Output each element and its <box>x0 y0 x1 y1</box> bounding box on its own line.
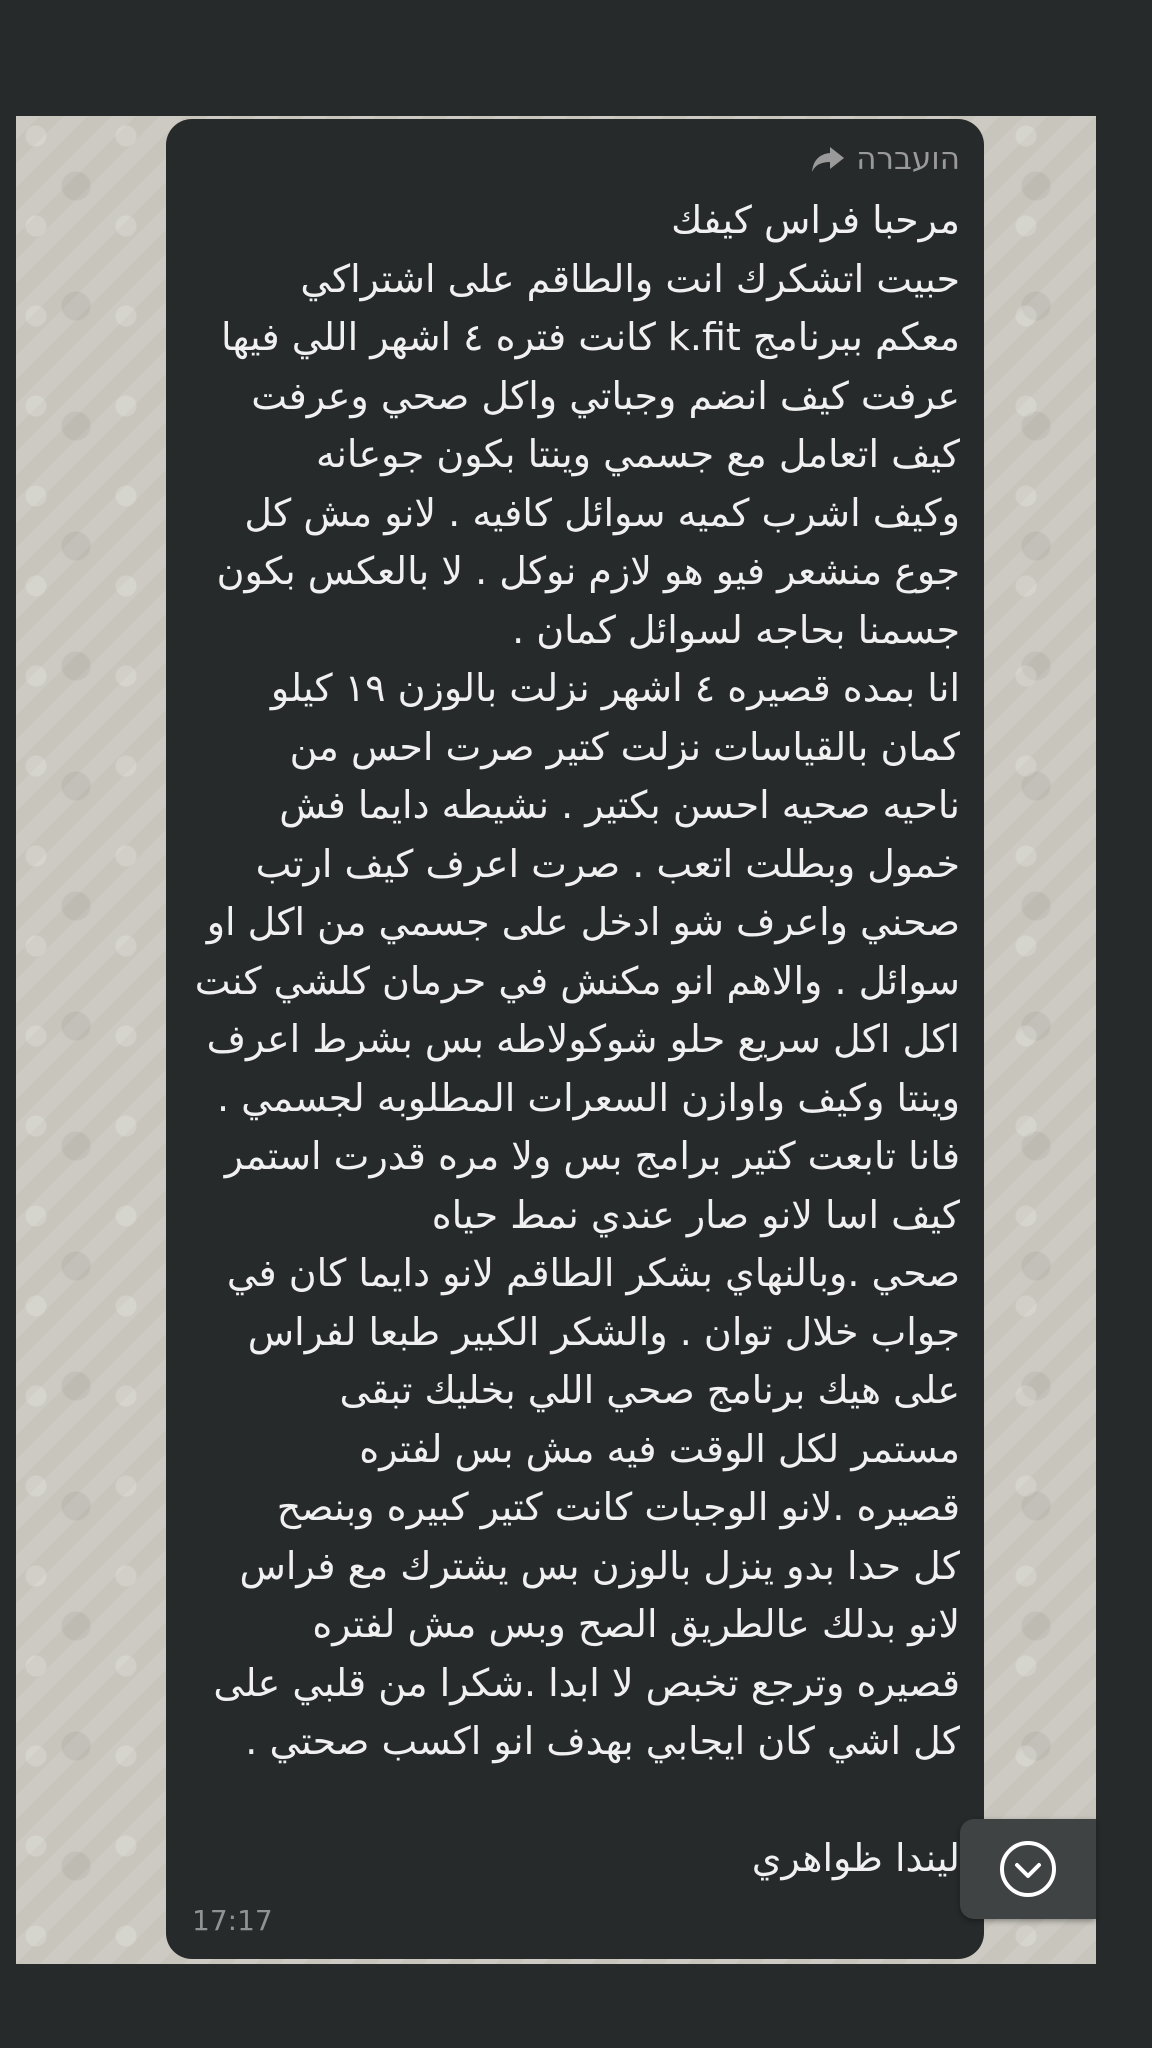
forwarded-label: הועברה <box>856 141 960 177</box>
message-time: 17:17 <box>192 1904 273 1937</box>
forwarded-message-bubble[interactable] <box>166 119 984 1959</box>
chevron-down-circle-icon <box>997 1838 1059 1900</box>
scroll-to-bottom-button[interactable] <box>960 1819 1096 1919</box>
forwarded-indicator <box>810 139 960 179</box>
forward-arrow-icon <box>810 143 846 175</box>
message-text: مرحبا فراس كيفك حبيت اتشكرك انت والطاقم على اشتراكي معكم ببرنامج k.fit كانت فتره ٤ اشهر اللي فيها عرفت كيف انضم وجباتي واكل صحي وعرفت كيف اتعامل مع جسمي وينتا بكون جوعانه وكيف اشرب كميه سوائل كافيه . لانو مش كل جوع منشعر فيو هو لازم نوكل . لا بالعكس بكون جسمنا بحاجه لسوائل كمان . انا بمده قصيره ٤ اشهر نزلت بالوزن ١٩ كيلو كمان بالقياسات نزلت كتير صرت احس من ناحيه صحيه احسن بكتير . نشيطه دايما فش خمول وبطلت اتعب . صرت اعرف كيف ارتب صحني واعرف شو ادخل على جسمي من اكل او سوائل . والاهم انو مكنش في حرمان كلشي كنت اكل اكل سريع حلو شوكولاطه بس بشرط اعرف وينتا وكيف واوازن السعرات المطلوبه لجسمي . فانا تابعت كتير برامج بس ولا مره قدرت استمر كيف اسا لانو صار عندي نمط حياه صحي .وبالنهاي بشكر الطاقم لانو دايما كان في جواب خلال توان . والشكر الكبير طبعا لفراس على هيك برنامج صحي اللي بخليك تبقى مستمر لكل الوقت فيه مش بس لفتره قصيره .لانو الوجبات كانت كتير كبيره وبنصح كل حدا بدو ينزل بالوزن بس يشترك مع فراس لانو بدلك عالطريق الصح وبس مش لفتره قصيره وترجع تخبص لا ابدا .شكرا من قلبي على كل اشي كان ايجابي بهدف انو اكسب صحتي . ليندا ظواهري <box>194 198 960 1880</box>
